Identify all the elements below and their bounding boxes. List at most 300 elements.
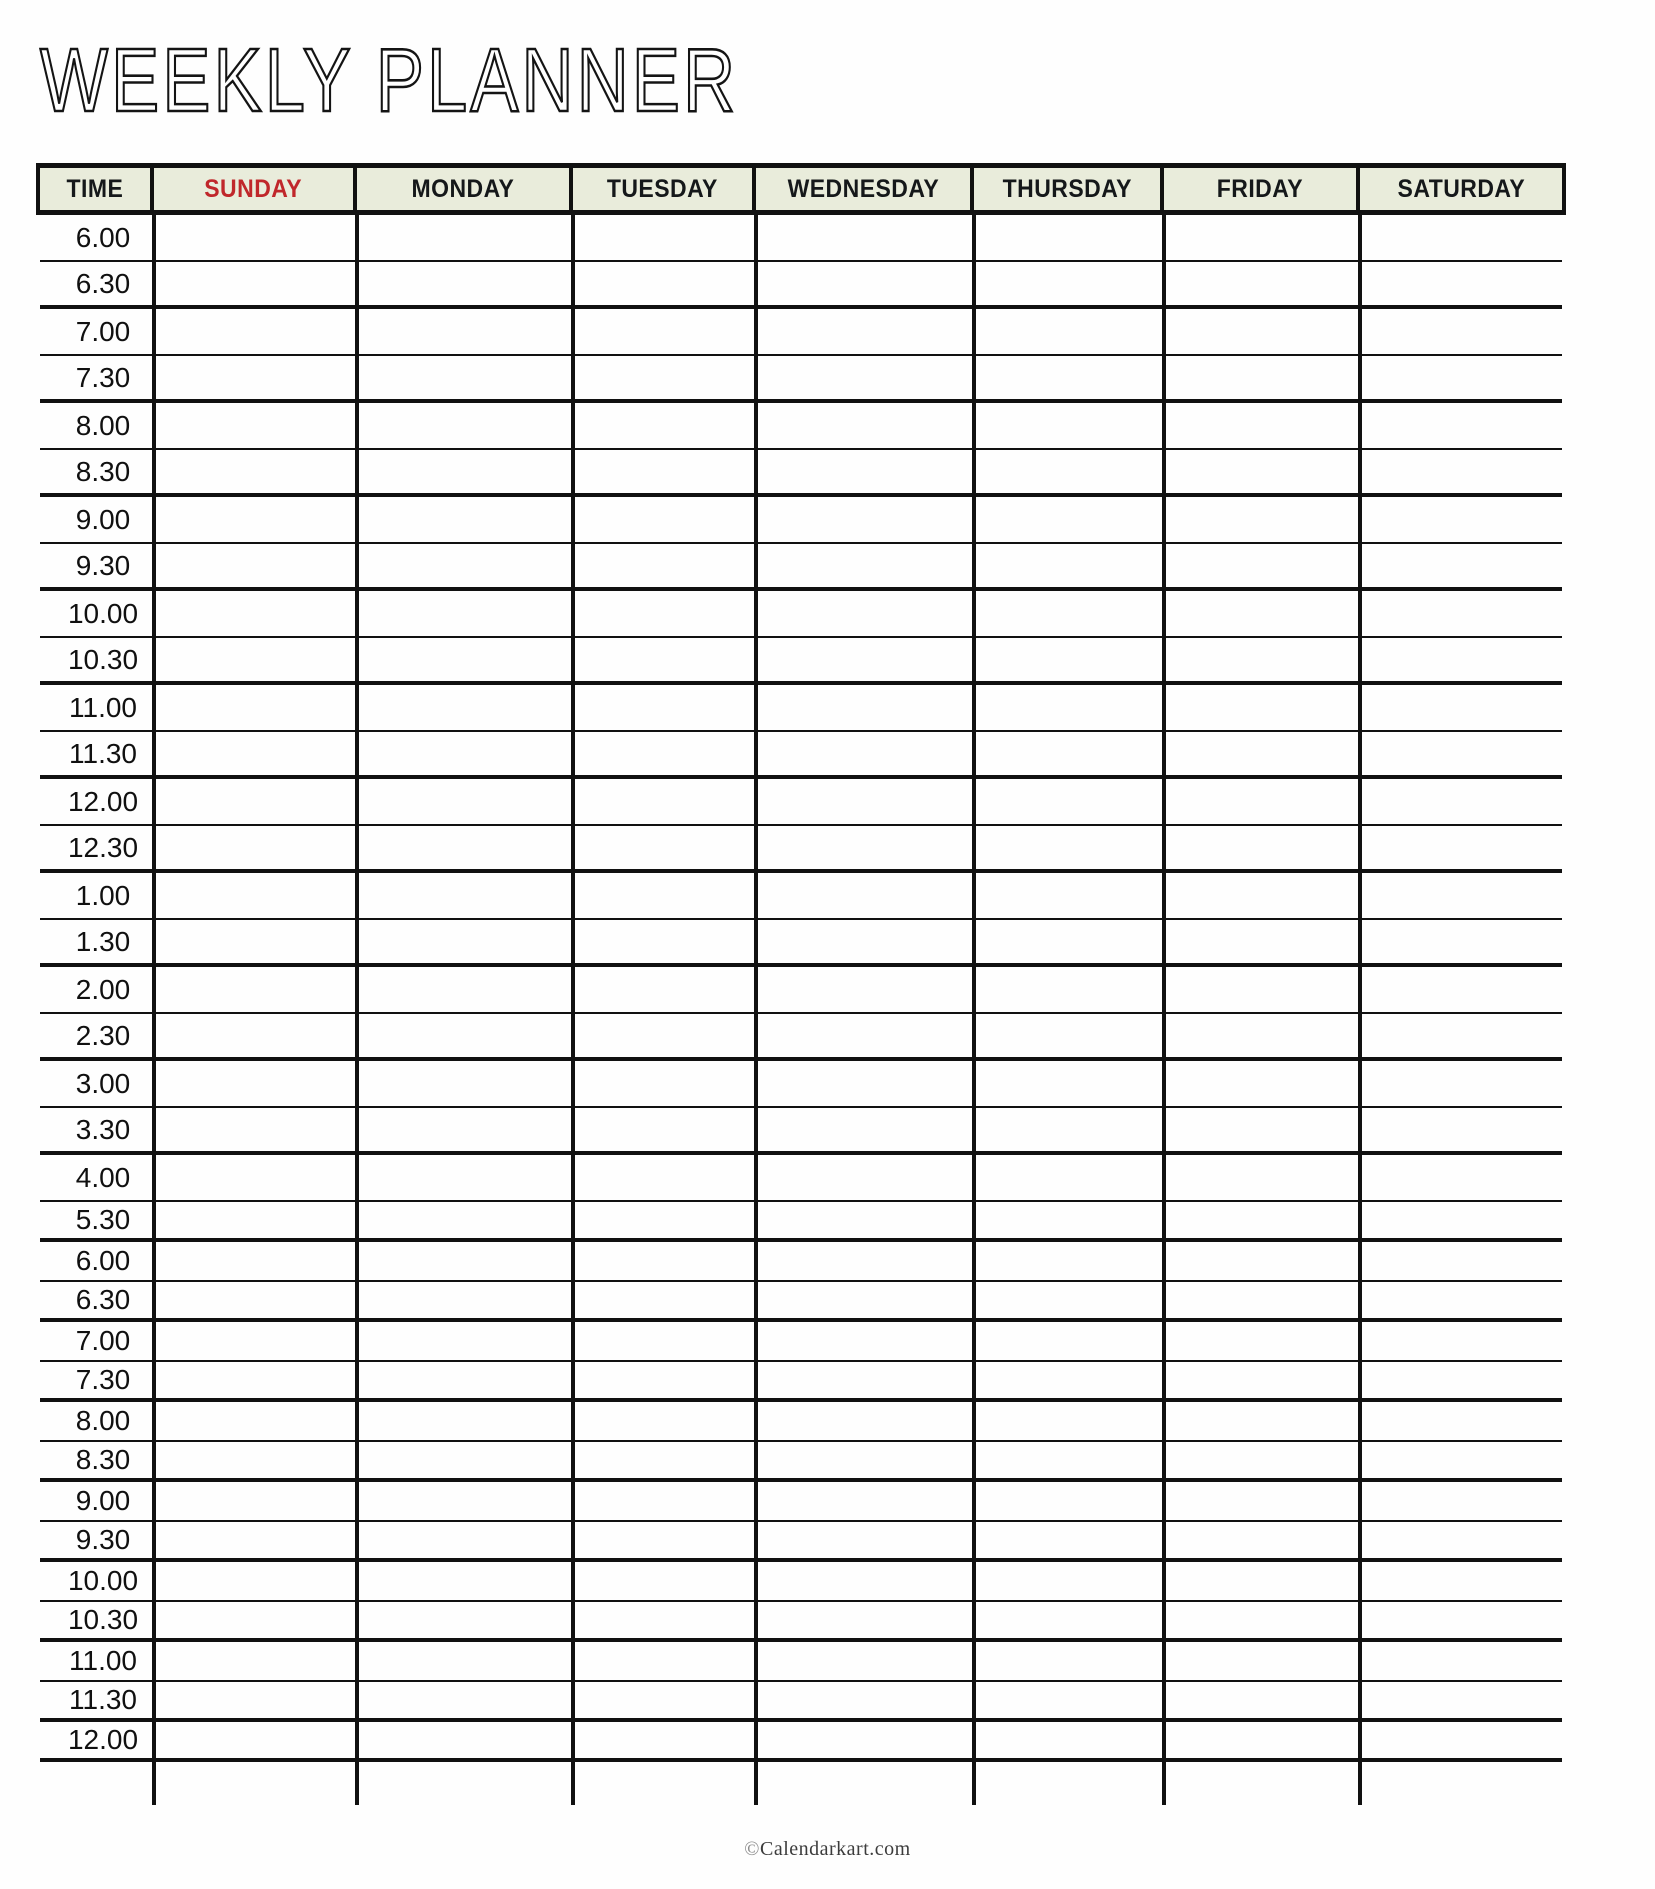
column-header-label: TUESDAY [606, 174, 719, 203]
schedule-cell-monday [359, 450, 575, 493]
schedule-cell-wednesday [758, 591, 976, 636]
schedule-cell-monday [359, 1442, 575, 1478]
footer-credit [0, 1838, 1655, 1861]
time-row [40, 732, 1562, 779]
time-label: 12.30 [40, 826, 156, 869]
schedule-cell-sunday [156, 356, 359, 399]
schedule-cell-tuesday [575, 497, 758, 542]
schedule-cell-monday [359, 1402, 575, 1440]
time-label: 7.00 [40, 309, 156, 354]
schedule-cell-sunday [156, 497, 359, 542]
footer-site-name: Calendarkart.com [759, 1838, 911, 1860]
schedule-cell-wednesday [758, 685, 976, 730]
schedule-cell-tuesday [575, 638, 758, 681]
schedule-cell-monday [359, 497, 575, 542]
schedule-cell-monday [359, 591, 575, 636]
time-row [40, 873, 1562, 920]
schedule-cell-sunday [156, 1642, 359, 1680]
schedule-cell-monday [359, 1014, 575, 1057]
column-header-label: SATURDAY [1397, 174, 1525, 203]
table-body [40, 215, 1562, 1805]
time-label: 10.30 [40, 638, 156, 681]
schedule-cell-monday [359, 967, 575, 1012]
schedule-cell-wednesday [758, 356, 976, 399]
schedule-cell-saturday [1362, 1402, 1562, 1440]
time-row [40, 1014, 1562, 1061]
schedule-cell-thursday [976, 779, 1166, 824]
schedule-cell-thursday [976, 309, 1166, 354]
schedule-cell-monday [359, 873, 575, 918]
time-row [40, 1061, 1562, 1108]
schedule-cell-wednesday [758, 215, 976, 260]
schedule-cell-thursday [976, 1402, 1166, 1440]
time-row [40, 262, 1562, 309]
schedule-cell-friday [1166, 638, 1362, 681]
schedule-cell-thursday [976, 1642, 1166, 1680]
schedule-cell-tuesday [575, 1061, 758, 1106]
schedule-cell-sunday [156, 779, 359, 824]
schedule-cell-friday [1166, 1202, 1362, 1238]
time-label: 9.00 [40, 497, 156, 542]
copyright-symbol: © [744, 1838, 760, 1860]
schedule-cell-friday [1166, 497, 1362, 542]
schedule-cell-wednesday [758, 826, 976, 869]
schedule-cell-sunday [156, 1322, 359, 1360]
schedule-cell-tuesday [575, 1562, 758, 1600]
schedule-cell-saturday [1362, 1722, 1562, 1758]
schedule-cell-thursday [976, 685, 1166, 730]
schedule-cell-tuesday [575, 1108, 758, 1151]
time-label: 6.00 [40, 215, 156, 260]
schedule-cell-friday [1166, 1362, 1362, 1398]
schedule-cell-wednesday [758, 1642, 976, 1680]
schedule-cell-monday [359, 920, 575, 963]
schedule-cell-friday [1166, 403, 1362, 448]
schedule-cell-tuesday [575, 215, 758, 260]
schedule-cell-saturday [1362, 450, 1562, 493]
schedule-cell-friday [1166, 591, 1362, 636]
stub-cell [156, 1762, 359, 1805]
schedule-cell-monday [359, 215, 575, 260]
time-row [40, 685, 1562, 732]
schedule-cell-saturday [1362, 1482, 1562, 1520]
schedule-cell-monday [359, 1108, 575, 1151]
time-label: 11.30 [40, 732, 156, 775]
time-row [40, 497, 1562, 544]
schedule-cell-saturday [1362, 1442, 1562, 1478]
time-row [40, 1155, 1562, 1202]
time-row [40, 403, 1562, 450]
time-row [40, 544, 1562, 591]
table-header-row [36, 163, 1566, 215]
schedule-cell-saturday [1362, 779, 1562, 824]
schedule-cell-saturday [1362, 1522, 1562, 1558]
schedule-cell-friday [1166, 450, 1362, 493]
schedule-cell-saturday [1362, 1202, 1562, 1238]
schedule-cell-saturday [1362, 920, 1562, 963]
schedule-cell-friday [1166, 1155, 1362, 1200]
schedule-cell-thursday [976, 826, 1166, 869]
time-row [40, 1522, 1562, 1562]
schedule-cell-tuesday [575, 732, 758, 775]
time-label: 7.30 [40, 356, 156, 399]
stub-cell [359, 1762, 575, 1805]
schedule-cell-monday [359, 779, 575, 824]
column-header-tuesday [573, 168, 756, 210]
schedule-cell-wednesday [758, 638, 976, 681]
schedule-cell-sunday [156, 591, 359, 636]
schedule-cell-friday [1166, 1061, 1362, 1106]
schedule-cell-friday [1166, 1442, 1362, 1478]
schedule-cell-sunday [156, 1562, 359, 1600]
schedule-cell-thursday [976, 1362, 1166, 1398]
schedule-cell-friday [1166, 1108, 1362, 1151]
schedule-cell-friday [1166, 1242, 1362, 1280]
time-label: 2.30 [40, 1014, 156, 1057]
schedule-cell-sunday [156, 1602, 359, 1638]
schedule-cell-friday [1166, 1522, 1362, 1558]
time-label: 11.00 [40, 685, 156, 730]
schedule-cell-friday [1166, 967, 1362, 1012]
column-header-sunday [154, 168, 357, 210]
schedule-cell-monday [359, 356, 575, 399]
schedule-cell-friday [1166, 1482, 1362, 1520]
time-label: 8.30 [40, 1442, 156, 1478]
schedule-cell-tuesday [575, 685, 758, 730]
page-title: WEEKLY PLANNER [40, 31, 739, 131]
schedule-cell-friday [1166, 356, 1362, 399]
schedule-cell-sunday [156, 920, 359, 963]
schedule-cell-thursday [976, 403, 1166, 448]
time-row [40, 1562, 1562, 1602]
schedule-cell-thursday [976, 262, 1166, 305]
schedule-cell-tuesday [575, 920, 758, 963]
column-header-label: MONDAY [411, 174, 515, 203]
schedule-cell-wednesday [758, 403, 976, 448]
schedule-cell-thursday [976, 1562, 1166, 1600]
time-row [40, 1442, 1562, 1482]
schedule-cell-sunday [156, 732, 359, 775]
schedule-cell-sunday [156, 1682, 359, 1718]
schedule-cell-thursday [976, 1108, 1166, 1151]
schedule-cell-thursday [976, 1522, 1166, 1558]
time-label: 8.00 [40, 1402, 156, 1440]
schedule-cell-thursday [976, 544, 1166, 587]
schedule-cell-saturday [1362, 638, 1562, 681]
schedule-cell-wednesday [758, 1014, 976, 1057]
time-label: 12.00 [40, 1722, 156, 1758]
schedule-cell-saturday [1362, 873, 1562, 918]
time-row [40, 920, 1562, 967]
schedule-cell-monday [359, 309, 575, 354]
schedule-cell-monday [359, 1282, 575, 1318]
schedule-cell-wednesday [758, 1242, 976, 1280]
time-label: 7.00 [40, 1322, 156, 1360]
time-row [40, 1108, 1562, 1155]
time-label: 10.00 [40, 591, 156, 636]
schedule-cell-saturday [1362, 967, 1562, 1012]
schedule-cell-friday [1166, 732, 1362, 775]
time-row [40, 1362, 1562, 1402]
schedule-cell-wednesday [758, 873, 976, 918]
schedule-cell-wednesday [758, 450, 976, 493]
schedule-cell-monday [359, 1642, 575, 1680]
schedule-cell-tuesday [575, 1362, 758, 1398]
schedule-cell-thursday [976, 356, 1166, 399]
time-label: 1.30 [40, 920, 156, 963]
schedule-cell-friday [1166, 544, 1362, 587]
schedule-cell-monday [359, 544, 575, 587]
schedule-cell-thursday [976, 1322, 1166, 1360]
schedule-cell-monday [359, 1482, 575, 1520]
schedule-cell-saturday [1362, 497, 1562, 542]
schedule-cell-monday [359, 1322, 575, 1360]
column-header-label: TIME [66, 174, 124, 203]
time-label: 10.00 [40, 1562, 156, 1600]
schedule-cell-thursday [976, 450, 1166, 493]
time-label: 12.00 [40, 779, 156, 824]
schedule-cell-saturday [1362, 732, 1562, 775]
schedule-cell-thursday [976, 1242, 1166, 1280]
schedule-cell-friday [1166, 262, 1362, 305]
schedule-cell-tuesday [575, 450, 758, 493]
table-bottom-stub [40, 1762, 1562, 1805]
column-header-label: WEDNESDAY [787, 174, 939, 203]
schedule-cell-monday [359, 403, 575, 448]
schedule-cell-sunday [156, 1242, 359, 1280]
schedule-cell-monday [359, 732, 575, 775]
schedule-cell-thursday [976, 497, 1166, 542]
schedule-cell-tuesday [575, 1522, 758, 1558]
time-row [40, 1722, 1562, 1762]
stub-cell [758, 1762, 976, 1805]
time-row [40, 1282, 1562, 1322]
schedule-cell-tuesday [575, 591, 758, 636]
time-row [40, 591, 1562, 638]
schedule-cell-tuesday [575, 1682, 758, 1718]
time-row [40, 1322, 1562, 1362]
time-label: 8.30 [40, 450, 156, 493]
schedule-cell-thursday [976, 967, 1166, 1012]
time-row [40, 1602, 1562, 1642]
time-label: 9.30 [40, 544, 156, 587]
schedule-cell-monday [359, 1242, 575, 1280]
schedule-cell-thursday [976, 732, 1166, 775]
schedule-cell-tuesday [575, 967, 758, 1012]
time-row [40, 215, 1562, 262]
schedule-cell-friday [1166, 920, 1362, 963]
schedule-cell-tuesday [575, 309, 758, 354]
schedule-cell-wednesday [758, 967, 976, 1012]
time-row [40, 779, 1562, 826]
schedule-cell-monday [359, 1682, 575, 1718]
time-label: 4.00 [40, 1155, 156, 1200]
schedule-cell-wednesday [758, 262, 976, 305]
time-row [40, 1242, 1562, 1282]
schedule-cell-sunday [156, 403, 359, 448]
schedule-cell-friday [1166, 1282, 1362, 1318]
schedule-cell-tuesday [575, 826, 758, 869]
schedule-cell-friday [1166, 1642, 1362, 1680]
schedule-cell-wednesday [758, 1722, 976, 1758]
schedule-cell-sunday [156, 826, 359, 869]
schedule-cell-saturday [1362, 591, 1562, 636]
schedule-cell-wednesday [758, 1108, 976, 1151]
schedule-cell-monday [359, 638, 575, 681]
schedule-cell-monday [359, 1722, 575, 1758]
schedule-cell-sunday [156, 638, 359, 681]
schedule-cell-wednesday [758, 1682, 976, 1718]
column-header-time [40, 168, 154, 210]
schedule-cell-friday [1166, 779, 1362, 824]
schedule-cell-monday [359, 1602, 575, 1638]
column-header-label: FRIDAY [1216, 174, 1304, 203]
schedule-cell-wednesday [758, 544, 976, 587]
schedule-cell-tuesday [575, 1602, 758, 1638]
schedule-cell-sunday [156, 450, 359, 493]
schedule-cell-saturday [1362, 826, 1562, 869]
schedule-cell-friday [1166, 685, 1362, 730]
schedule-cell-sunday [156, 1402, 359, 1440]
time-label: 7.30 [40, 1362, 156, 1398]
time-row [40, 1482, 1562, 1522]
schedule-cell-sunday [156, 1282, 359, 1318]
schedule-cell-thursday [976, 1442, 1166, 1478]
schedule-cell-saturday [1362, 544, 1562, 587]
schedule-cell-saturday [1362, 1242, 1562, 1280]
schedule-cell-saturday [1362, 1282, 1562, 1318]
schedule-cell-monday [359, 1202, 575, 1238]
schedule-cell-sunday [156, 873, 359, 918]
stub-cell [976, 1762, 1166, 1805]
schedule-cell-friday [1166, 215, 1362, 260]
schedule-cell-sunday [156, 1061, 359, 1106]
schedule-cell-tuesday [575, 403, 758, 448]
schedule-cell-sunday [156, 309, 359, 354]
schedule-cell-wednesday [758, 1362, 976, 1398]
schedule-cell-tuesday [575, 1014, 758, 1057]
schedule-cell-tuesday [575, 262, 758, 305]
time-label: 6.30 [40, 1282, 156, 1318]
schedule-cell-wednesday [758, 779, 976, 824]
time-row [40, 1642, 1562, 1682]
schedule-cell-thursday [976, 1602, 1166, 1638]
schedule-cell-thursday [976, 1722, 1166, 1758]
schedule-cell-wednesday [758, 1482, 976, 1520]
schedule-cell-saturday [1362, 403, 1562, 448]
schedule-cell-saturday [1362, 262, 1562, 305]
schedule-cell-monday [359, 262, 575, 305]
schedule-cell-tuesday [575, 1155, 758, 1200]
schedule-cell-tuesday [575, 1322, 758, 1360]
time-row [40, 638, 1562, 685]
schedule-cell-sunday [156, 1108, 359, 1151]
column-header-thursday [974, 168, 1164, 210]
schedule-cell-sunday [156, 1362, 359, 1398]
schedule-cell-monday [359, 685, 575, 730]
schedule-cell-saturday [1362, 1061, 1562, 1106]
schedule-cell-tuesday [575, 1242, 758, 1280]
time-row [40, 309, 1562, 356]
schedule-cell-wednesday [758, 1061, 976, 1106]
schedule-cell-tuesday [575, 1202, 758, 1238]
time-label: 9.00 [40, 1482, 156, 1520]
schedule-cell-wednesday [758, 1562, 976, 1600]
schedule-cell-wednesday [758, 1442, 976, 1478]
time-row [40, 450, 1562, 497]
schedule-cell-tuesday [575, 873, 758, 918]
schedule-cell-friday [1166, 1562, 1362, 1600]
schedule-cell-sunday [156, 544, 359, 587]
schedule-cell-sunday [156, 1722, 359, 1758]
schedule-cell-thursday [976, 1155, 1166, 1200]
schedule-cell-saturday [1362, 1362, 1562, 1398]
schedule-cell-friday [1166, 309, 1362, 354]
schedule-cell-tuesday [575, 1282, 758, 1318]
time-label: 3.30 [40, 1108, 156, 1151]
schedule-cell-friday [1166, 1402, 1362, 1440]
schedule-cell-thursday [976, 1014, 1166, 1057]
schedule-cell-sunday [156, 1482, 359, 1520]
schedule-cell-saturday [1362, 1562, 1562, 1600]
schedule-cell-tuesday [575, 1482, 758, 1520]
stub-time-cell [40, 1762, 156, 1805]
schedule-cell-wednesday [758, 1522, 976, 1558]
schedule-cell-thursday [976, 873, 1166, 918]
schedule-cell-saturday [1362, 215, 1562, 260]
schedule-cell-saturday [1362, 1108, 1562, 1151]
schedule-cell-sunday [156, 1522, 359, 1558]
time-row [40, 1202, 1562, 1242]
schedule-cell-saturday [1362, 685, 1562, 730]
time-label: 6.30 [40, 262, 156, 305]
schedule-cell-tuesday [575, 779, 758, 824]
schedule-cell-wednesday [758, 732, 976, 775]
schedule-cell-friday [1166, 1722, 1362, 1758]
schedule-cell-saturday [1362, 1014, 1562, 1057]
schedule-cell-sunday [156, 262, 359, 305]
schedule-cell-thursday [976, 1061, 1166, 1106]
schedule-cell-tuesday [575, 1642, 758, 1680]
schedule-cell-saturday [1362, 1642, 1562, 1680]
schedule-cell-wednesday [758, 1322, 976, 1360]
schedule-cell-thursday [976, 1202, 1166, 1238]
schedule-cell-friday [1166, 1602, 1362, 1638]
schedule-cell-sunday [156, 1155, 359, 1200]
time-row [40, 356, 1562, 403]
time-row [40, 826, 1562, 873]
schedule-cell-wednesday [758, 920, 976, 963]
schedule-cell-monday [359, 826, 575, 869]
time-label: 3.00 [40, 1061, 156, 1106]
time-label: 1.00 [40, 873, 156, 918]
time-row [40, 1682, 1562, 1722]
column-header-wednesday [756, 168, 974, 210]
stub-cell [1362, 1762, 1562, 1805]
stub-cell [1166, 1762, 1362, 1805]
schedule-cell-wednesday [758, 1202, 976, 1238]
schedule-cell-wednesday [758, 1602, 976, 1638]
time-label: 6.00 [40, 1242, 156, 1280]
time-label: 2.00 [40, 967, 156, 1012]
schedule-cell-sunday [156, 1202, 359, 1238]
time-label: 9.30 [40, 1522, 156, 1558]
time-row [40, 967, 1562, 1014]
schedule-cell-friday [1166, 1014, 1362, 1057]
time-label: 8.00 [40, 403, 156, 448]
time-label: 11.00 [40, 1642, 156, 1680]
time-label: 11.30 [40, 1682, 156, 1718]
